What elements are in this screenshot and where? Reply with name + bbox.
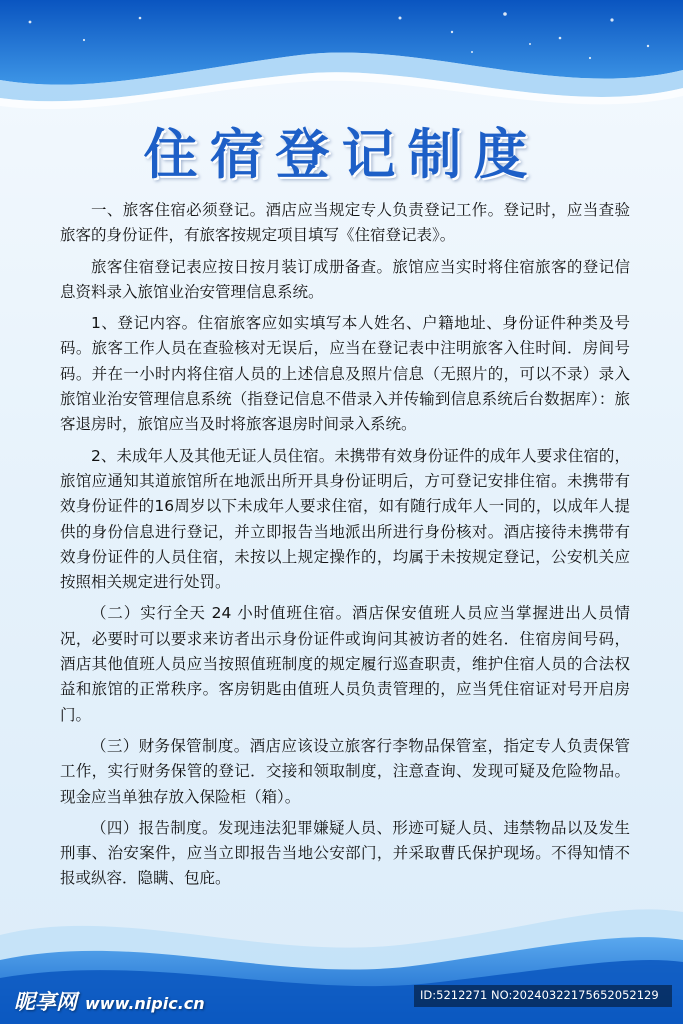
paragraph-2: 旅客住宿登记表应按日按月装订成册备查。旅馆应当实时将住宿旅客的登记信息资料录入旅馆业治安管理信息系统。 (60, 257, 630, 301)
paragraph-5: （二）实行全天 24 小时值班住宿。酒店保安值班人员应当掌握进出人员情况，必要时可以要求来访者出示身份证件或询问其被访者的姓名．住宿房间号码，酒店其他值班人员应当按照值班制度的规定履行巡查职责，维护住宿人员的合法权益和旅馆的正常秩序。客房钥匙由值班人员负责管理的，应当凭住宿证对号开启房门。 (60, 604, 630, 724)
paragraph-3: 1、登记内容。住宿旅客应如实填写本人姓名、户籍地址、身份证件种类及号码。旅客工作人员在查验核对无误后，应当在登记表中注明旅客入住时间．房间号码。并在一小时内将住宿人员的上述信息及照片信息（无照片的，可以不录）录入旅馆业治安管理信息系统（指登记信息不借录入并传输到信息系统后台数据库）：旅客退房时，旅馆应当及时将旅客退房时间录入系统。 (60, 314, 630, 434)
paragraph-1: 一、旅客住宿必须登记。酒店应当规定专人负责登记工作。登记时，应当查验旅客的身份证件，有旅客按规定项目填写《住宿登记表》。 (60, 201, 630, 245)
watermark-id-text: ID:5212271 NO:20240322175652052129 (420, 988, 659, 1002)
watermark-brand: 昵享网 (14, 990, 77, 1014)
regulation-body (60, 198, 630, 892)
watermark-logo (14, 986, 205, 1016)
watermark-url: www.nipic.cn (85, 994, 205, 1013)
paragraph-6: （三）财务保管制度。酒店应该设立旅客行李物品保管室，指定专人负责保管工作，实行财务保管的登记．交接和领取制度，注意查询、发现可疑及危险物品。现金应当单独存放入保险柜（箱）。 (60, 736, 630, 806)
paragraph-4: 2、未成年人及其他无证人员住宿。未携带有效身份证件的成年人要求住宿的，旅馆应通知其道旅馆所在地派出所开具身份证明后，方可登记安排住宿。未携带有效身份证件的16周岁以下未成年人要求住宿，如有随行成年人一同的，以成年人提供的身份信息进行登记，并立即报告当地派出所进行身份核对。酒店接待未携带有效身份证件的人员住宿，未按以上规定操作的，均属于未按规定登记，公安机关应按照相关规定进行处罚。 (60, 446, 630, 592)
paragraph-7: （四）报告制度。发现违法犯罪嫌疑人员、形迹可疑人员、违禁物品以及发生刑事、治安案件，应当立即报告当地公安部门，并采取曹氏保护现场。不得知情不报或纵容．隐瞒、包庇。 (60, 818, 630, 888)
page-title: 住宿登记制度 (143, 123, 540, 186)
